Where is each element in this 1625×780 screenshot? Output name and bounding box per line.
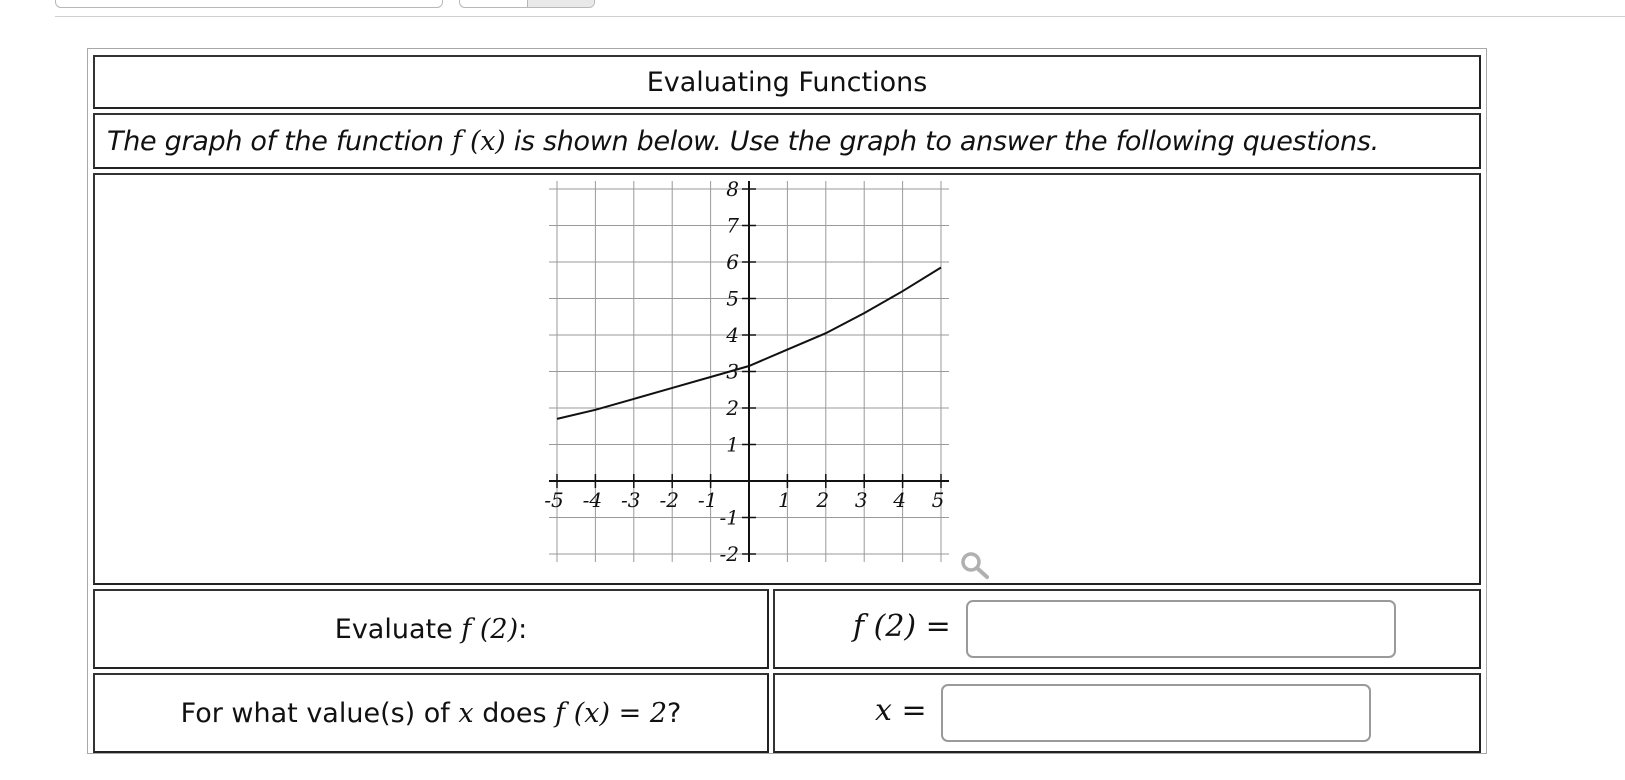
top-toolbar: [0, 0, 1625, 18]
x-tick-label: -2: [659, 488, 679, 512]
x-tick-label: 2: [816, 488, 830, 512]
y-tick-label: 7: [726, 213, 739, 238]
question-2-prompt: [181, 698, 682, 729]
x-tick-label: -4: [582, 488, 603, 512]
q2-var: x: [458, 697, 474, 729]
magnifier-icon[interactable]: [959, 551, 993, 581]
y-tick-label: 2: [726, 396, 739, 420]
top-input-field[interactable]: [55, 0, 443, 8]
x-tick-label: 1: [778, 488, 791, 512]
y-tick-label: 5: [726, 286, 739, 311]
problem-title: Evaluating Functions: [646, 66, 928, 98]
q1-post: :: [518, 613, 528, 645]
x-tick-label: -3: [621, 488, 641, 512]
question-1-prompt: [335, 614, 527, 645]
question-1-prompt-cell: [93, 589, 769, 669]
x-tick-label: 3: [854, 488, 868, 512]
x-tick-label: -5: [544, 488, 564, 512]
f2-answer-label: f (2) =: [853, 609, 951, 644]
y-tick-label: -1: [719, 505, 739, 530]
q2-post: ?: [667, 697, 682, 729]
y-tick-label: 1: [726, 432, 739, 457]
instruction-pre: The graph of the function: [107, 125, 452, 157]
q2-pre: For what value(s) of: [180, 697, 459, 729]
instruction-arg: (x): [470, 125, 506, 157]
q2-mid: does: [473, 697, 556, 729]
divider: [55, 16, 1625, 17]
instruction-cell: [93, 113, 1481, 169]
x-tick-label: 4: [893, 488, 906, 512]
x-tick-label: -1: [697, 488, 718, 512]
top-button-group[interactable]: [459, 0, 595, 8]
f2-answer-input[interactable]: [966, 600, 1396, 658]
question-1-answer-cell: [773, 589, 1481, 669]
instruction-text: [107, 126, 1379, 157]
graph-cell: [93, 173, 1481, 585]
q1-math: f (2): [461, 613, 519, 645]
function-graph: [95, 175, 1479, 583]
y-tick-label: 3: [726, 359, 739, 384]
q1-pre: Evaluate: [334, 613, 462, 645]
problem-table: [87, 48, 1487, 754]
question-2-answer-cell: [773, 673, 1481, 753]
q2-math: f (x) = 2: [555, 697, 667, 729]
y-tick-label: 6: [726, 250, 739, 274]
x-answer-input[interactable]: [941, 684, 1371, 742]
instruction-func: f: [452, 125, 462, 157]
instruction-post: is shown below. Use the graph to answer the following questions.: [505, 125, 1379, 157]
x-answer-label: x =: [875, 693, 927, 728]
y-tick-label: 4: [726, 323, 739, 347]
x-tick-label: 5: [931, 488, 945, 512]
question-2-prompt-cell: [93, 673, 769, 753]
y-tick-label: -2: [719, 542, 739, 566]
top-button-segment[interactable]: [527, 0, 595, 7]
problem-title-cell: [93, 55, 1481, 109]
y-tick-label: 8: [726, 177, 739, 201]
